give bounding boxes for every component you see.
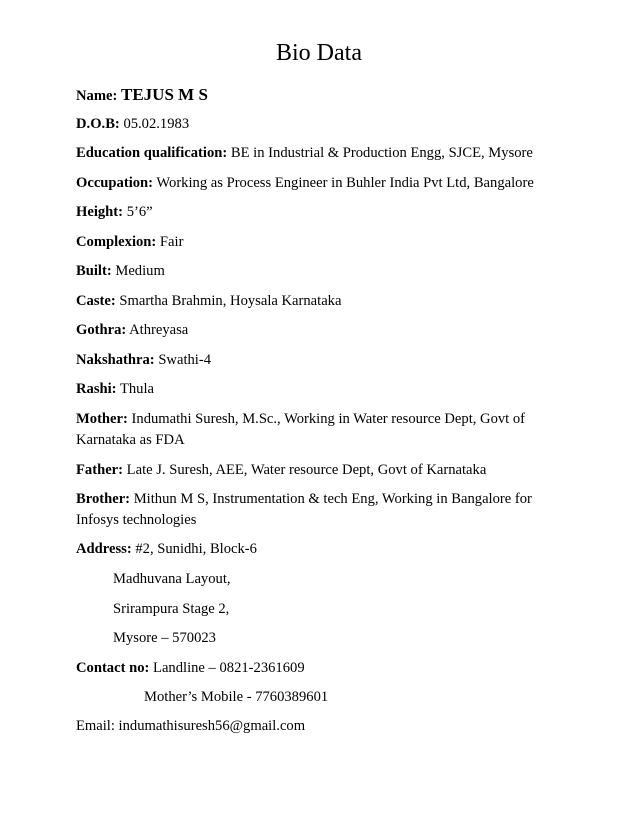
brother-label: Brother:: [76, 491, 131, 507]
landline-value: Landline – 0821-2361609: [153, 660, 305, 676]
gothra-label: Gothra:: [76, 322, 127, 338]
nakshathra-row: [76, 350, 556, 371]
gothra-row: [76, 320, 556, 341]
mother-value: Indumathi Suresh, M.Sc., Working in Water resource Dept, Govt of Karnataka as FDA: [76, 411, 526, 448]
caste-label: Caste:: [76, 293, 116, 309]
built-label: Built:: [76, 263, 112, 279]
contact-row: [76, 658, 556, 679]
father-row: [76, 460, 556, 481]
education-row: [76, 143, 556, 164]
complexion-label: Complexion:: [76, 234, 157, 250]
rashi-label: Rashi:: [76, 381, 117, 397]
rashi-value: Thula: [119, 381, 154, 397]
page-title: Bio Data: [276, 40, 362, 66]
caste-row: [76, 291, 556, 312]
built-value: Medium: [115, 263, 165, 279]
caste-value: Smartha Brahmin, Hoysala Karnataka: [119, 293, 342, 309]
father-label: Father:: [76, 462, 124, 478]
father-value: Late J. Suresh, AEE, Water resource Dept, Govt of Karnataka: [126, 462, 487, 478]
brother-value: Mithun M S, Instrumentation & tech Eng, Working in Bangalore for Infosys technologies: [76, 491, 532, 528]
name-row: [76, 84, 556, 107]
address-line-4: Mysore – 570023: [113, 630, 216, 646]
occupation-row: [76, 173, 556, 194]
rashi-row: [76, 379, 556, 400]
name-value: TEJUS M S: [121, 85, 208, 104]
education-label: Education qualification:: [76, 145, 228, 161]
address-label: Address:: [76, 541, 132, 557]
mother-label: Mother:: [76, 411, 128, 427]
mother-row: [76, 409, 546, 451]
height-label: Height:: [76, 204, 124, 220]
address-line-1: #2, Sunidhi, Block-6: [135, 541, 257, 557]
nakshathra-value: Swathi-4: [158, 352, 212, 368]
name-label: Name:: [76, 88, 118, 104]
address-line-2: Madhuvana Layout,: [113, 571, 231, 587]
dob-value: 05.02.1983: [123, 116, 190, 132]
built-row: [76, 261, 556, 282]
occupation-label: Occupation:: [76, 175, 154, 191]
dob-row: [76, 114, 556, 135]
nakshathra-label: Nakshathra:: [76, 352, 155, 368]
contact-label: Contact no:: [76, 660, 150, 676]
height-value: 5’6”: [126, 204, 153, 220]
height-row: [76, 202, 556, 223]
complexion-row: [76, 232, 556, 253]
address-line-3: Srirampura Stage 2,: [113, 601, 230, 617]
brother-row: [76, 489, 546, 531]
occupation-value: Working as Process Engineer in Buhler India Pvt Ltd, Bangalore: [156, 175, 534, 191]
dob-label: D.O.B:: [76, 116, 120, 132]
gothra-value: Athreyasa: [129, 322, 189, 338]
complexion-value: Fair: [159, 234, 184, 250]
mobile-value: Mother’s Mobile - 7760389601: [144, 689, 329, 705]
email-row: Email: indumathisuresh56@gmail.com: [76, 718, 306, 734]
address-row: [76, 539, 556, 560]
education-value: BE in Industrial & Production Engg, SJCE, Mysore: [230, 145, 533, 161]
